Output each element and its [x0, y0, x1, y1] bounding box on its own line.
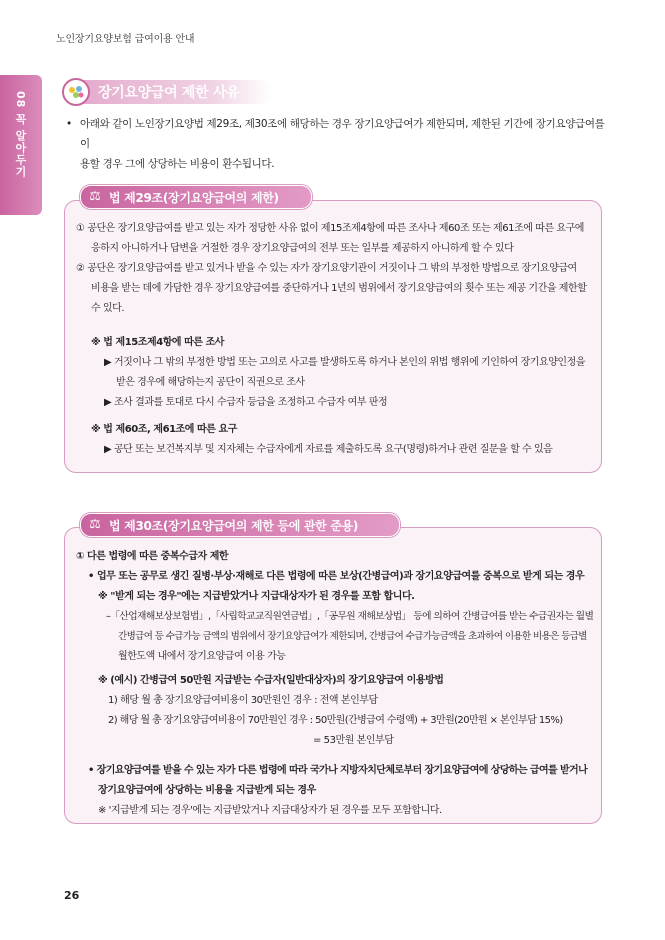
- page-number: 26: [64, 889, 80, 902]
- art30-line-11: • 장기요양급여를 받을 수 있는 자가 다른 법령에 따라 국가나 지방자치단체로부터 장기요양급여에 상당하는 급여를 받거나: [88, 765, 588, 776]
- art30-line-2: • 업무 또는 공무로 생긴 질병·부상·재해로 다른 법령에 따른 보상(간병급여)과 장기요양급여를 중복으로 받게 되는 경우: [88, 571, 585, 582]
- art29-note1-item-1b: 받은 경우에 해당하는지 공단이 직권으로 조사: [116, 377, 305, 388]
- art29-note1-item-1a: ▶ 거짓이나 그 밖의 부정한 방법 또는 고의로 사고를 발생하도록 하거나 본인의 위법 행위에 기인하여 장기요양인정을: [104, 357, 586, 368]
- chapter-side-tab-label: 08 꼭 알아두기: [14, 91, 27, 178]
- art30-line-4: –「산업재해보상보험법」,「사립학교교직원연금법」,「공무원 재해보상법」 등에 의하여 간병급여를 받는 수급권자는 월별: [106, 611, 594, 622]
- art29-item-2c: 수 있다.: [91, 303, 125, 314]
- art30-line-9: 2) 해당 월 총 장기요양급여비용이 70만원인 경우 : 50만원(간병급여 수령액) + 3만원(20만원 × 본인부담 15%): [108, 715, 563, 726]
- section-title: [62, 78, 272, 106]
- art29-item-2b: 비용을 받는 데에 가담한 경우 장기요양급여를 중단하거나 1년의 범위에서 장기요양급여의 횟수 또는 제공 기간을 제한할: [91, 283, 587, 294]
- scales-icon: ⚖: [89, 189, 101, 204]
- art30-line-6: 월한도액 내에서 장기요양급여 이용 가능: [118, 651, 286, 662]
- intro-line-1: 아래와 같이 노인장기요양법 제29조, 제30조에 해당하는 경우 장기요양급여가 제한되며, 제한된 기간에 장기요양급여를 이: [80, 118, 605, 150]
- people-icon: [62, 78, 90, 106]
- art30-line-7: ※ (예시) 간병급여 50만원 지급받는 수급자(일반대상자)의 장기요양급여 이용방법: [98, 675, 444, 686]
- art29-note1-item-2: ▶ 조사 결과를 토대로 다시 수급자 등급을 조정하고 수급자 여부 판정: [104, 397, 388, 408]
- art29-item-1a: ① 공단은 장기요양급여를 받고 있는 자가 정당한 사유 없이 제15조제4항에 따른 조사나 제60조 또는 제61조에 따른 요구에: [76, 223, 585, 234]
- art29-note2-title: ※ 법 제60조, 제61조에 따른 요구: [91, 424, 237, 435]
- article-30-title-pill: [80, 513, 400, 537]
- art29-item-1b: 응하지 아니하거나 답변을 거절한 경우 장기요양급여의 전부 또는 일부를 제공하지 아니하게 할 수 있다: [91, 243, 514, 254]
- article-29-title-pill: [80, 185, 312, 209]
- art30-line-13: ※ '지급받게 되는 경우'에는 지급받았거나 지급대상자가 된 경우를 모두 포함합니다.: [98, 805, 442, 816]
- chapter-side-tab: [0, 75, 42, 215]
- art30-line-12: 장기요양급여에 상당하는 비용을 지급받게 되는 경우: [98, 785, 316, 796]
- art30-line-5: 간병급여 등 수급가능 금액의 범위에서 장기요양급여가 제한되며, 간병급여 수급가능금액을 초과하여 이용한 비용은 등급별: [118, 631, 587, 642]
- art30-line-8: 1) 해당 월 총 장기요양급여비용이 30만원인 경우 : 전액 본인부담: [108, 695, 378, 706]
- article-30-title: 법 제30조(장기요양급여의 제한 등에 관한 준용): [109, 519, 359, 533]
- scales-icon: ⚖: [89, 517, 101, 532]
- art29-item-2a: ② 공단은 장기요양급여를 받고 있거나 받을 수 있는 자가 장기요양기관이 거짓이나 그 밖의 부정한 방법으로 장기요양급여: [76, 263, 577, 274]
- art30-line-10: = 53만원 본인부담: [313, 735, 394, 746]
- art29-note2-item-1: ▶ 공단 또는 보건복지부 및 지자체는 수급자에게 자료를 제출하도록 요구(명령)하거나 관련 질문을 할 수 있음: [104, 444, 553, 455]
- intro-line-2: 용할 경우 그에 상당하는 비용이 환수됩니다.: [80, 158, 275, 170]
- art29-note1-title: ※ 법 제15조제4항에 따른 조사: [91, 337, 225, 348]
- intro-paragraph: • 아래와 같이 노인장기요양법 제29조, 제30조에 해당하는 경우 장기요양급여가 제한되며, 제한된 기간에 장기요양급여를 이 용할 경우 그에 상당하는 비용이 환수됩니다.: [66, 114, 606, 174]
- art30-line-3: ※ "받게 되는 경우"에는 지급받았거나 지급대상자가 된 경우를 포함 합니다.: [98, 591, 415, 602]
- running-header: 노인장기요양보험 급여이용 안내: [56, 34, 195, 45]
- art30-line-1: ① 다른 법령에 따른 중복수급자 제한: [76, 551, 229, 562]
- section-title-text: 장기요양급여 제한 사유: [98, 85, 240, 101]
- article-29-title: 법 제29조(장기요양급여의 제한): [109, 191, 279, 205]
